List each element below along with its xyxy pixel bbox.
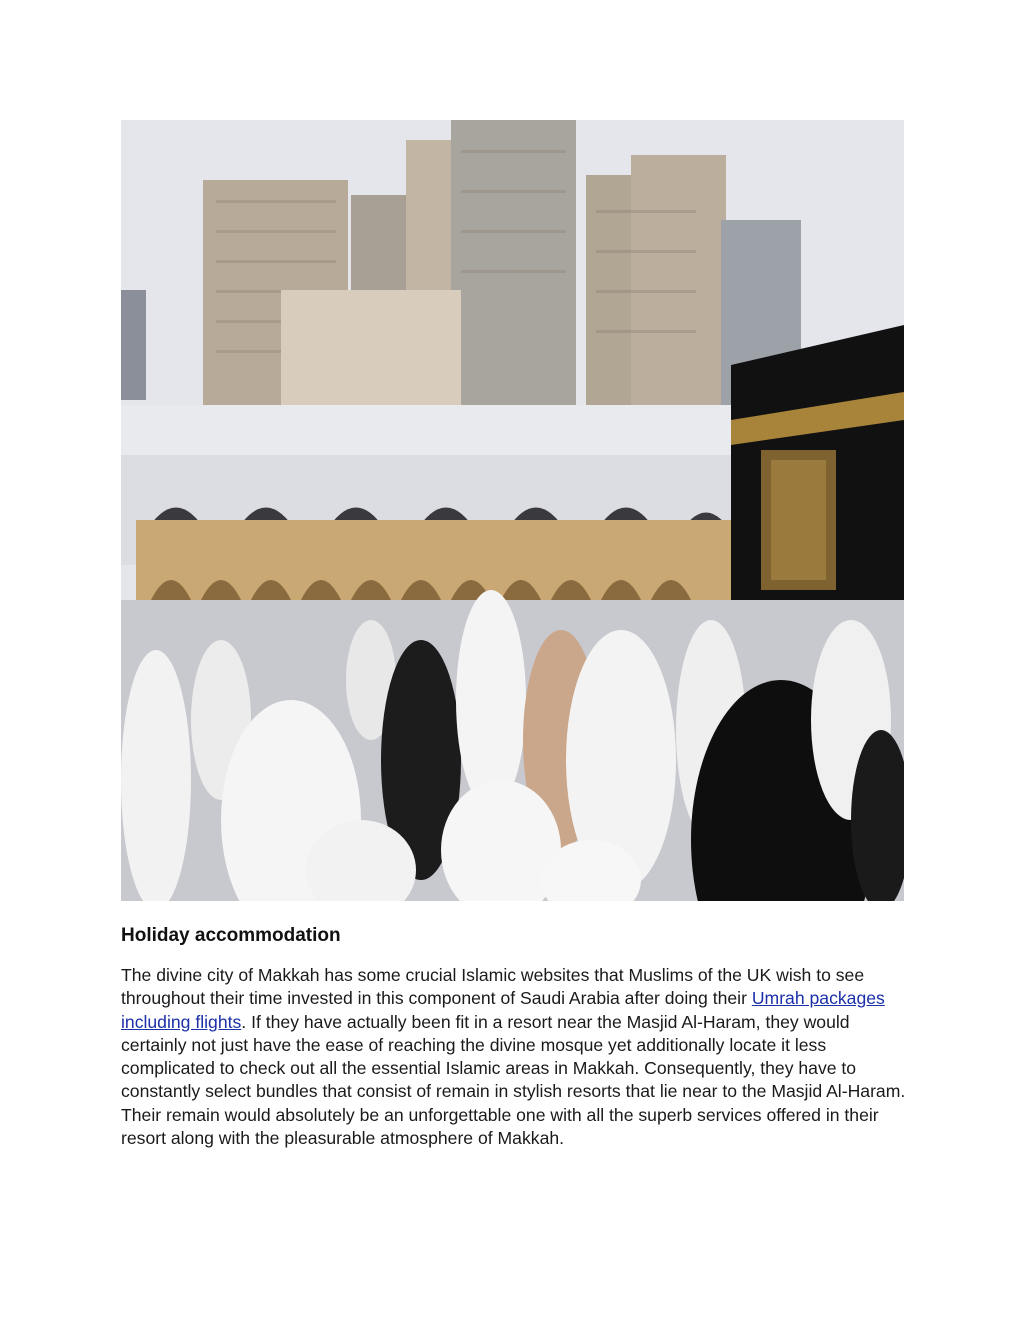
paragraph-text-before-link: The divine city of Makkah has some crucial Islamic websites that Muslims of the UK wish to see throughout their time invested in this component of Saudi Arabia after doing their — [121, 965, 865, 1009]
umrah-packages-link[interactable]: Umrah packages including flights — [121, 988, 885, 1032]
body-paragraph — [121, 964, 911, 1150]
paragraph-text-after-link: . If they have actually been fit in a resort near the Masjid Al-Haram, they would certainly not just have the ease of reaching the divine mosque yet additionally locate it less complicated to check out all the essential Islamic areas in Makkah. Consequently, they have to constantly select bundles that consist of remain in stylish resorts that lie near to the Masjid Al-Haram. Their remain would absolutely be an unforgettable one with all the superb services offered in their resort along with the pleasurable atmosphere of Makkah. — [121, 1011, 906, 1149]
section-heading: Holiday accommodation — [121, 925, 341, 946]
masjid-al-haram-photo — [121, 120, 904, 901]
